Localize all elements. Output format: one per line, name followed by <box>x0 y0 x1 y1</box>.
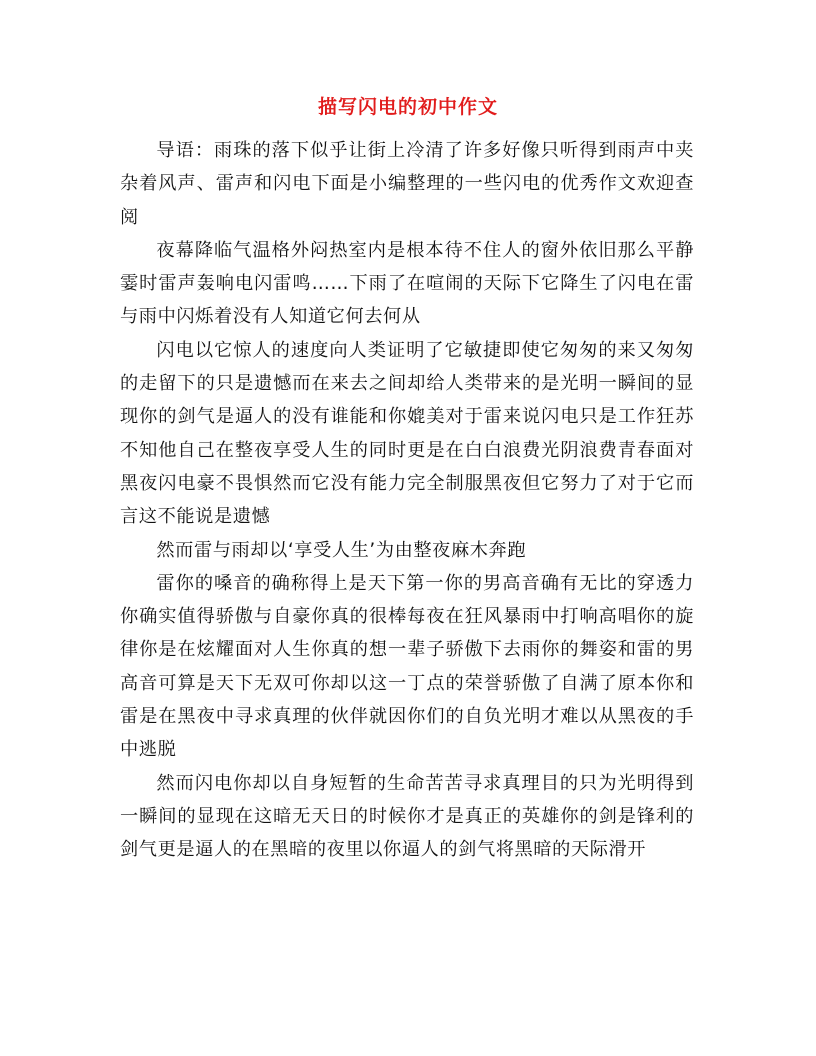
paragraph-intro: 导语：雨珠的落下似乎让街上冷清了许多好像只听得到雨声中夹杂着风声、雷声和闪电下面是小编整理的一些闪电的优秀作文欢迎查阅 <box>120 140 694 228</box>
document-title: 描写闪电的初中作文 <box>317 96 498 118</box>
paragraph-lightning-speed: 闪电以它惊人的速度向人类证明了它敏捷即使它匆匆的来又匆匆的走留下的只是遗憾而在来去之间却给人类带来的是光明一瞬间的显现你的剑气是逼人的没有谁能和你媲美对于雷来说闪电只是工作狂苏不知他自己在整夜享受人生的同时更是在白白浪费光阴浪费青春面对黑夜闪电豪不畏惧然而它没有能力完全制服黑夜但它努力了对于它而言这不能说是遗憾 <box>120 339 694 528</box>
paragraph-night: 夜幕降临气温格外闷热室内是根本待不住人的窗外依旧那么平静霎时雷声轰响电闪雷鸣……下雨了在喧闹的天际下它降生了闪电在雷与雨中闪烁着没有人知道它何去何从 <box>120 239 694 328</box>
paragraph-lightning-hero: 然而闪电你却以自身短暂的生命苦苦寻求真理目的只为光明得到一瞬间的显现在这暗无天日的时候你才是真正的英雄你的剑是锋利的剑气更是逼人的在黑暗的夜里以你逼人的剑气将黑暗的天际滑开 <box>120 772 694 861</box>
paragraph-thunder-rain: 然而雷与雨却以‘享受人生’为由整夜麻木奔跑 <box>156 539 527 561</box>
paragraph-thunder-voice: 雷你的嗓音的确称得上是天下第一你的男高音确有无比的穿透力你确实值得骄傲与自豪你真的很棒每夜在狂风暴雨中打响高唱你的旋律你是在炫耀面对人生你真的想一辈子骄傲下去雨你的舞姿和雷的男高音可算是天下无双可你却以这一丁点的荣誉骄傲了自满了原本你和雷是在黑夜中寻求真理的伙伴就因你们的自负光明才难以从黑夜的手中逃脱 <box>120 572 694 761</box>
document-body <box>120 134 694 867</box>
